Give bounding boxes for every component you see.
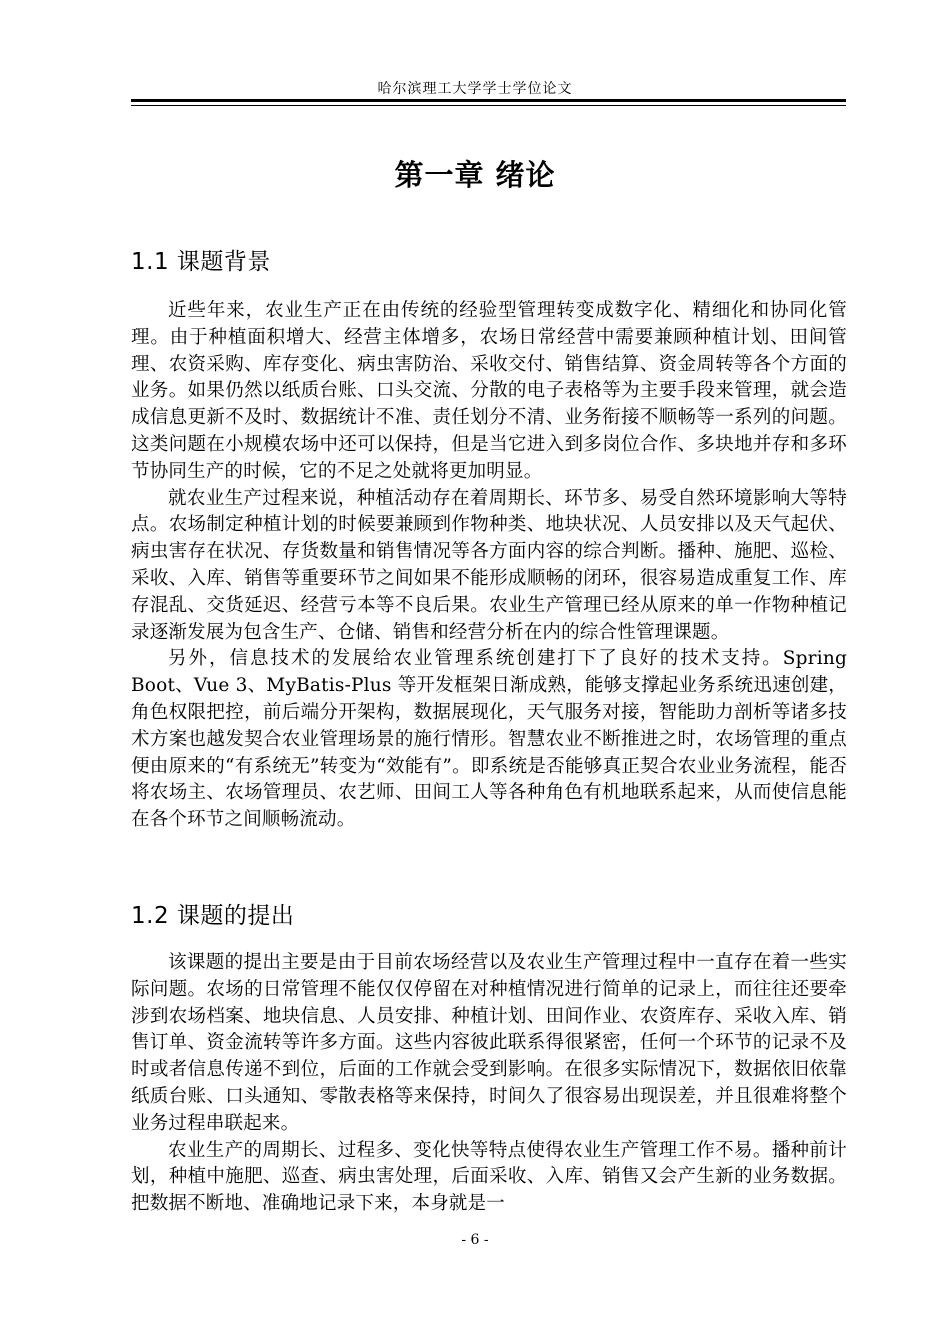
header-rule-thin: [131, 105, 846, 106]
paragraph: 近些年来，农业生产正在由传统的经验型管理转变成数字化、精细化和协同化管理。由于种植面积增大、经营主体增多，农场日常经营中需要兼顾种植计划、田间管理、农资采购、库存变化、病虫害防治、采收交付、销售结算、资金周转等各个方面的业务。如果仍然以纸质台账、口头交流、分散的电子表格等为主要手段来管理，就会造成信息更新不及时、数据统计不准、责任划分不清、业务衔接不顺畅等一系列的问题。这类问题在小规模农场中还可以保持，但是当它进入到多岗位合作、多块地并存和多环节协同生产的时候，它的不足之处就将更加明显。: [131, 300, 847, 482]
page-number: - 6 -: [461, 1232, 489, 1248]
header-rule-thick: [131, 99, 846, 102]
paragraph: 该课题的提出主要是由于目前农场经营以及农业生产管理过程中一直存在着一些实际问题。农场的日常管理不能仅仅停留在对种植情况进行简单的记录上，而往往还要牵涉到农场档案、地块信息、人员安排、种植计划、田间作业、农资库存、采收入库、销售订单、资金流转等许多方面。这些内容彼此联系得很紧密，任何一个环节的记录不及时或者信息传递不到位，后面的工作就会受到影响。在很多实际情况下，数据依旧依靠纸质台账、口头通知、零散表格等来保持，时间久了很容易出现误差，并且很难将整个业务过程串联起来。: [131, 952, 847, 1134]
section-1-1-body: [131, 298, 847, 834]
paragraph: 另外，信息技术的发展给农业管理系统创建打下了良好的技术支持。Spring Boot、Vue 3、MyBatis-Plus 等开发框架日渐成熟，能够支撑起业务系统迅速创建，角色权限把控，前后端分开架构，数据展现化，天气服务对接，智能助力剖析等诸多技术方案也越发契合农业管理场景的施行情形。智慧农业不断推进之时，农场管理的重点便由原来的“有系统无”转变为“效能有”。即系统是否能够真正契合农业业务流程，能否将农场主、农场管理员、农艺师、田间工人等各种角色有机地联系起来，从而使信息能在各个环节之间顺畅流动。: [131, 648, 847, 831]
chapter-title: 第一章 绪论: [394, 158, 556, 192]
paragraph: 就农业生产过程来说，种植活动存在着周期长、环节多、易受自然环境影响大等特点。农场制定种植计划的时候要兼顾到作物种类、地块状况、人员安排以及天气起伏、病虫害存在状况、存货数量和销售情况等各方面内容的综合判断。播种、施肥、巡检、采收、入库、销售等重要环节之间如果不能形成顺畅的闭环，很容易造成重复工作、库存混乱、交货延迟、经营亏本等不良后果。农业生产管理已经从原来的单一作物种植记录逐渐发展为包含生产、仓储、销售和经营分析在内的综合性管理课题。: [131, 487, 847, 643]
running-header: 哈尔滨理工大学学士学位论文: [377, 81, 573, 97]
paragraph: 农业生产的周期长、过程多、变化快等特点使得农业生产管理工作不易。播种前计划，种植中施肥、巡查、病虫害处理，后面采收、入库、销售又会产生新的业务数据。把数据不断地、准确地记录下来，本身就是一: [131, 1139, 847, 1215]
section-heading-1-1: 1.1 课题背景: [131, 249, 271, 275]
section-1-2-body: [131, 950, 847, 1218]
section-heading-1-2: 1.2 课题的提出: [131, 903, 295, 929]
